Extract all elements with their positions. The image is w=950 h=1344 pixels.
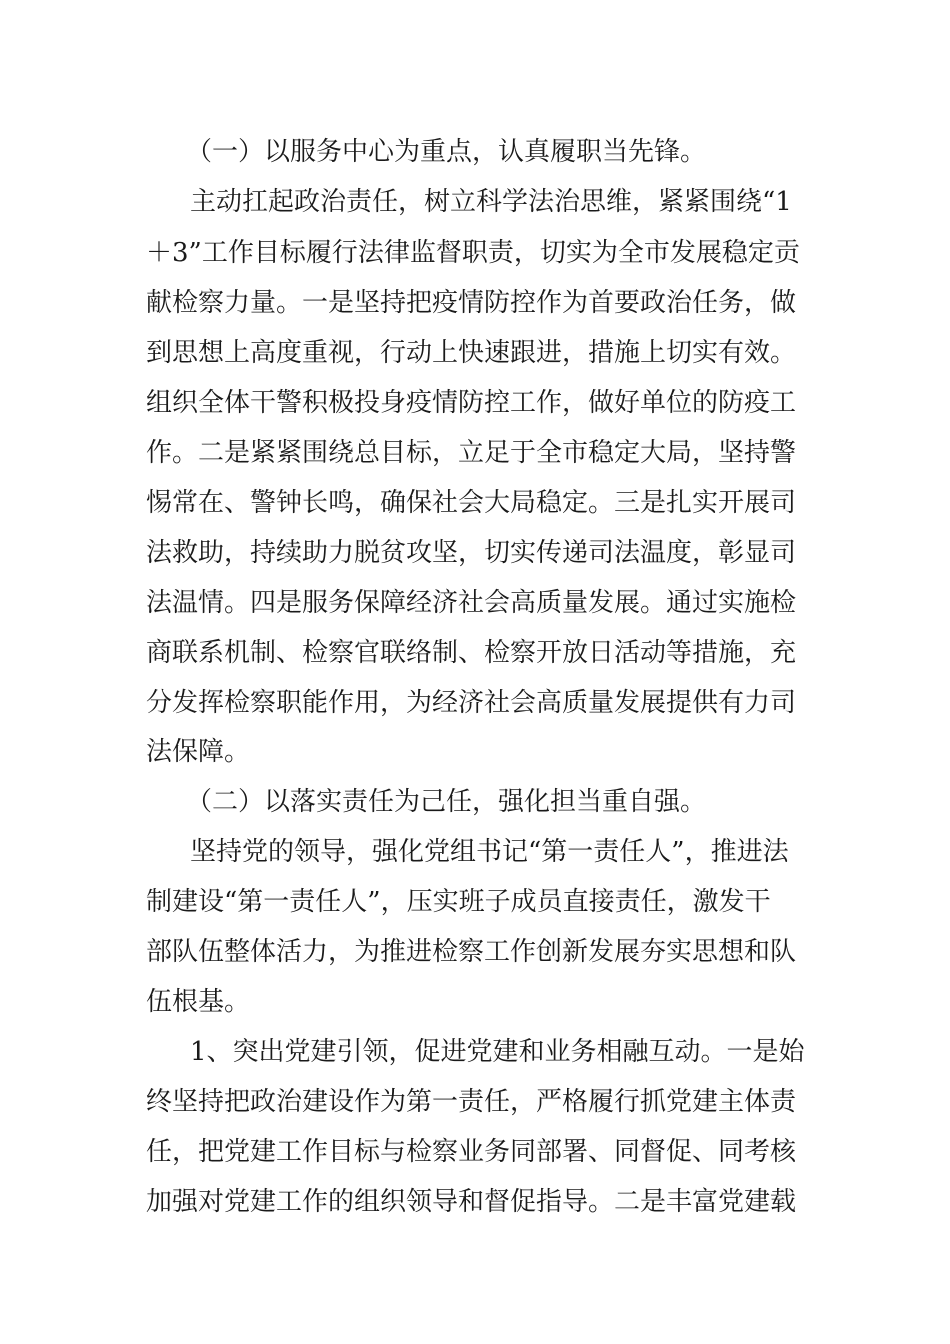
paragraph-line: 献检察力量。一是坚持把疫情防控作为首要政治任务，做 <box>146 288 797 318</box>
paragraph-line: 组织全体干警积极投身疫情防控工作，做好单位的防疫工 <box>146 388 797 418</box>
paragraph-line: 主动扛起政治责任，树立科学法治思维，紧紧围绕“1 <box>190 187 792 217</box>
paragraph-line: 1、突出党建引领，促进党建和业务相融互动。一是始 <box>190 1037 805 1067</box>
paragraph-line: ＋3”工作目标履行法律监督职责，切实为全市发展稳定贡 <box>146 238 800 268</box>
paragraph-line: 法保障。 <box>146 737 251 767</box>
paragraph-line: 法救助，持续助力脱贫攻坚，切实传递司法温度，彰显司 <box>146 538 797 568</box>
paragraph-line: 伍根基。 <box>146 987 251 1017</box>
paragraph-line: 终坚持把政治建设作为第一责任，严格履行抓党建主体责 <box>146 1087 797 1117</box>
section-heading-1: （一）以服务中心为重点，认真履职当先锋。 <box>186 137 707 167</box>
paragraph-line: 到思想上高度重视，行动上快速跟进，措施上切实有效。 <box>146 338 797 368</box>
paragraph-line: 加强对党建工作的组织领导和督促指导。二是丰富党建载 <box>146 1187 797 1217</box>
paragraph-line: 部队伍整体活力，为推进检察工作创新发展夯实思想和队 <box>146 937 797 967</box>
paragraph-line: 分发挥检察职能作用，为经济社会高质量发展提供有力司 <box>146 688 797 718</box>
paragraph-line: 制建设“第一责任人”，压实班子成员直接责任，激发干 <box>146 887 771 917</box>
section-heading-2: （二）以落实责任为己任，强化担当重自强。 <box>186 787 707 817</box>
paragraph-line: 坚持党的领导，强化党组书记“第一责任人”，推进法 <box>190 837 789 867</box>
paragraph-line: 任，把党建工作目标与检察业务同部署、同督促、同考核 <box>146 1137 797 1167</box>
paragraph-line: 商联系机制、检察官联络制、检察开放日活动等措施，充 <box>146 638 797 668</box>
paragraph-line: 法温情。四是服务保障经济社会高质量发展。通过实施检 <box>146 588 797 618</box>
paragraph-line: 作。二是紧紧围绕总目标，立足于全市稳定大局，坚持警 <box>146 438 797 468</box>
paragraph-line: 惕常在、警钟长鸣，确保社会大局稳定。三是扎实开展司 <box>146 488 797 518</box>
